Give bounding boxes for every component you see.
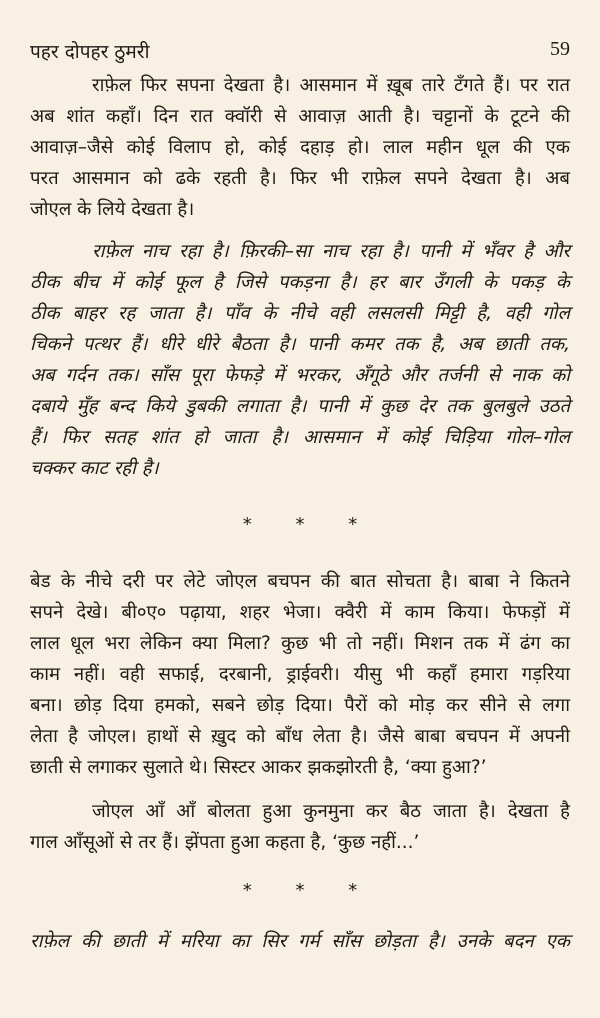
text-line: लेता है जोएल। हाथों से ख़ुद को बाँध लेता है। जैसे बाबा बचपन में अपनी	[30, 726, 570, 747]
text-line: सपने देखे। बी०ए० पढ़ाया, शहर भेजा। क्वैरी में काम किया। फेफड़ों में	[30, 602, 570, 623]
text-line: राफ़ेल फिर सपना देखता है। आसमान में ख़ूब तारे टँगते हैं। पर रात	[92, 75, 570, 96]
text-line: जोएल के लिये देखता है।	[30, 199, 195, 220]
text-line: बना। छोड़ दिया हमको, सबने छोड़ दिया। पैरों को मोड़ कर सीने से लगा	[30, 695, 570, 716]
paragraph-5-italic	[30, 926, 570, 957]
text-line: दबाये मुँह बन्द किये डुबकी लगाता है। पानी में कुछ देर तक बुलबुले उठते	[30, 396, 570, 417]
section-break: * * *	[242, 880, 358, 901]
page-number: 59	[550, 38, 570, 60]
text-line: ठीक बीच में कोई फूल है जिसे पकड़ना है। हर बार उँगली के पकड़ के	[30, 272, 570, 293]
text-line: ठीक बाहर रह जाता है। पाँव के नीचे वही लसलसी मिट्टी है, वही गोल	[30, 303, 570, 324]
paragraph-3	[30, 566, 570, 783]
text-line: चिकने पत्थर हैं। धीरे धीरे बैठता है। पानी कमर तक है, अब छाती तक,	[30, 334, 570, 355]
running-title: पहर दोपहर ठुमरी	[30, 41, 150, 63]
text-line: राफ़ेल नाच रहा है। फ़िरकी–सा नाच रहा है। पानी में भँवर है और	[92, 241, 570, 262]
text-line: अब गर्दन तक। साँस पूरा फेफड़े में भरकर, अँगूठे और तर्जनी से नाक को	[30, 365, 570, 386]
text-line: हैं। फिर सतह शांत हो जाता है। आसमान में कोई चिड़िया गोल–गोल	[30, 427, 570, 448]
paragraph-4	[30, 796, 570, 858]
text-line: चक्कर काट रही है।	[30, 458, 159, 479]
text-line: काम नहीं। वही सफाई, दरबानी, ड्राईवरी। यीसु भी कहाँ हमारा गड़रिया	[30, 664, 570, 685]
text-line: अब शांत कहाँ। दिन रात क्वॉरी से आवाज़ आती है। चट्टानों के टूटने की	[30, 106, 570, 127]
paragraph-1	[30, 70, 570, 225]
section-break: * * *	[242, 514, 358, 535]
text-line: जोएल आँ आँ बोलता हुआ कुनमुना कर बैठ जाता है। देखता है	[92, 801, 570, 822]
paragraph-2-italic	[30, 236, 570, 484]
text-line: छाती से लगाकर सुलाते थे। सिस्टर आकर झकझोरती है, ‘क्या हुआ?’	[30, 757, 487, 778]
text-line: लाल धूल भरा लेकिन क्या मिला? कुछ भी तो नहीं। मिशन तक में ढंग का	[30, 633, 570, 654]
text-line: परत आसमान को ढके रहती है। फिर भी राफ़ेल सपने देखता है। अब	[30, 168, 570, 189]
text-line: गाल आँसूओं से तर हैं। झेंपता हुआ कहता है, ‘कुछ नहीं...’	[30, 832, 420, 853]
text-line: आवाज़–जैसे कोई विलाप हो, कोई दहाड़ हो। लाल महीन धूल की एक	[30, 137, 570, 158]
page-header	[30, 38, 570, 68]
text-line: बेड के नीचे दरी पर लेटे जोएल बचपन की बात सोचता है। बाबा ने कितने	[30, 571, 570, 592]
text-line: राफ़ेल की छाती में मरिया का सिर गर्म साँस छोड़ता है। उनके बदन एक	[30, 931, 570, 952]
